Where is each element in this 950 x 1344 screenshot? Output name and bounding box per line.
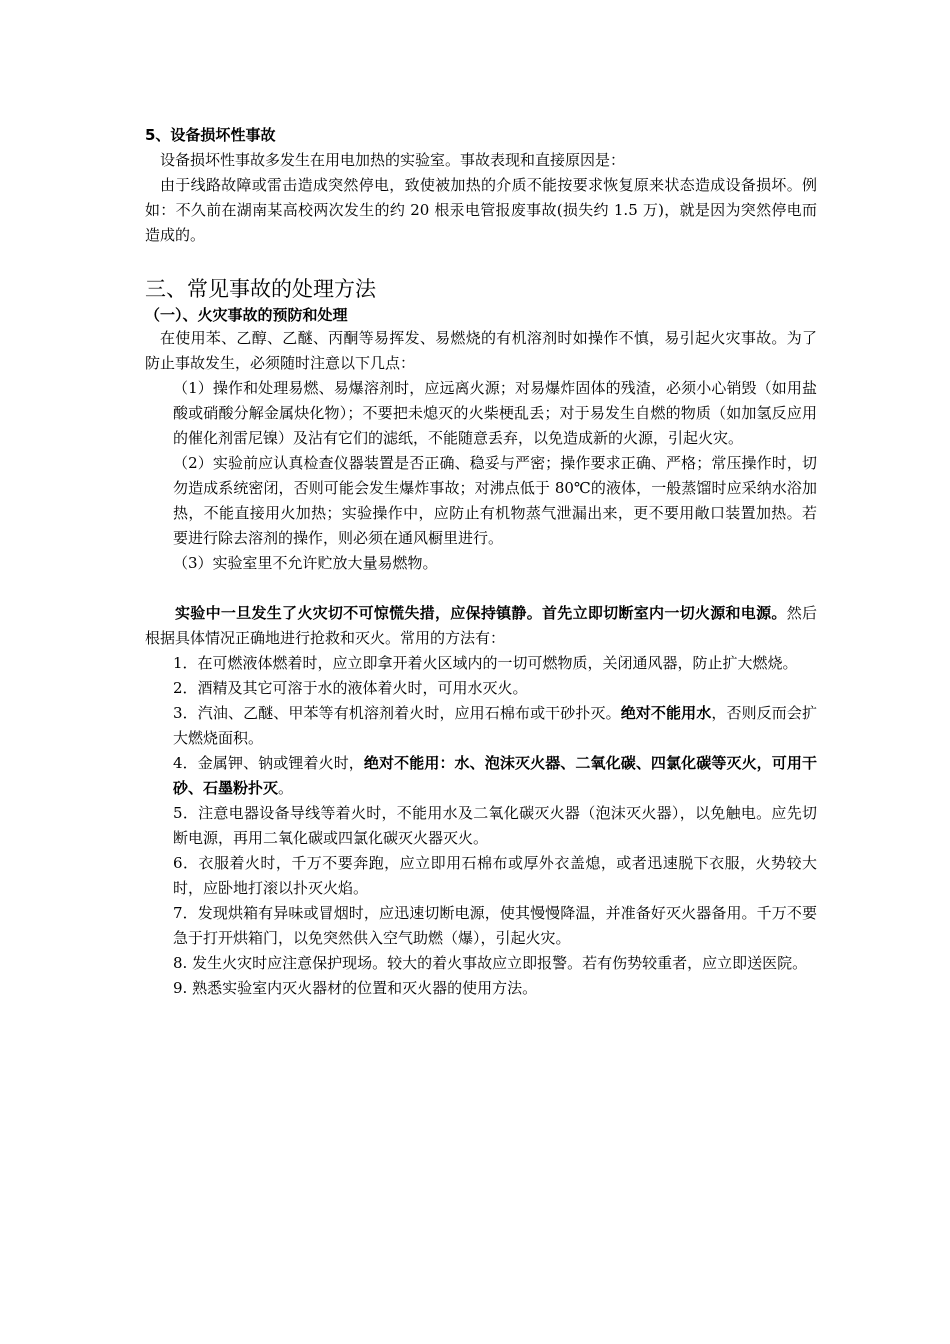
document-body — [145, 123, 817, 1001]
section-5-intro: 设备损坏性事故多发生在用电加热的实验室。事故表现和直接原因是： — [160, 151, 626, 169]
method-item-1: 1．在可燃液体燃着时，应立即拿开着火区域内的一切可燃物质，关闭通风器，防止扩大燃烧。 — [173, 654, 798, 672]
method-item-8: 8. 发生火灾时应注意保护现场。较大的着火事故应立即报警。若有伤势较重者，应立即送医院。 — [173, 954, 808, 972]
fire-response-rest: 然后根据具体情况正确地进行抢救和灭火。常用的方法有： — [145, 604, 817, 647]
method-4-warning: 绝对不能用：水、泡沫灭火器、二氧化碳、四氯化碳等灭火，可用干砂、石墨粉扑灭 — [173, 754, 817, 797]
section-5-detail: 由于线路故障或雷击造成突然停电，致使被加热的介质不能按要求恢复原来状态造成设备损坏。例如：不久前在湖南某高校两次发生的约 20 根汞电管报废事故(损失约 1.5 万)，就是因为突然停电而造成的。 — [145, 176, 817, 244]
fire-response-bold: 实验中一旦发生了火灾切不可惊慌失措，应保持镇静。首先立即切断室内一切火源和电源。 — [175, 604, 787, 622]
method-item-4 — [145, 751, 817, 801]
prevention-item-3: （3）实验室里不允许贮放大量易燃物。 — [173, 554, 438, 572]
paragraph-spacer — [145, 576, 817, 601]
method-4-text: 4．金属钾、钠或锂着火时， — [173, 754, 364, 772]
section-5-title: 5、设备损坏性事故 — [145, 126, 276, 144]
method-3-warning: 绝对不能用水 — [620, 704, 712, 722]
method-item-3 — [145, 701, 817, 751]
method-3-text: 3．汽油、乙醚、甲苯等有机溶剂着火时，应用石棉布或干砂扑灭。 — [173, 704, 621, 722]
fire-intro-paragraph: 在使用苯、乙醇、乙醚、丙酮等易挥发、易燃烧的有机溶剂时如操作不慎，易引起火灾事故。为了防止事故发生，必须随时注意以下几点： — [145, 329, 817, 372]
fire-response-paragraph — [145, 601, 817, 651]
prevention-item-1: （1）操作和处理易燃、易爆溶剂时，应远离火源；对易爆炸固体的残渣，必须小心销毁（如用盐酸或硝酸分解金属炔化物）；不要把未熄灭的火柴梗乱丢；对于易发生自燃的物质（如加氢反应用的催化剂雷尼镍）及沾有它们的滤纸，不能随意丢弃，以免造成新的火源，引起火灾。 — [173, 379, 817, 447]
method-item-7: 7．发现烘箱有异味或冒烟时，应迅速切断电源，使其慢慢降温，并准备好灭火器备用。千万不要急于打开烘箱门，以免突然供入空气助燃（爆），引起火灾。 — [173, 904, 817, 947]
method-item-2: 2．酒精及其它可溶于水的液体着火时，可用水灭火。 — [173, 679, 528, 697]
method-item-6: 6．衣服着火时，千万不要奔跑，应立即用石棉布或厚外衣盖熄，或者迅速脱下衣服，火势较大时，应卧地打滚以扑灭火焰。 — [173, 854, 817, 897]
method-item-9: 9. 熟悉实验室内灭火器材的位置和灭火器的使用方法。 — [173, 979, 538, 997]
method-item-5: 5．注意电器设备导线等着火时，不能用水及二氧化碳灭火器（泡沫灭火器），以免触电。应先切断电源，再用二氧化碳或四氯化碳灭火器灭火。 — [173, 804, 817, 847]
section-3-title: 三、常见事故的处理方法 — [145, 277, 376, 301]
method-3-tail: ，否则反而会扩大燃烧面积。 — [173, 704, 817, 747]
prevention-item-2: （2）实验前应认真检查仪器装置是否正确、稳妥与严密；操作要求正确、严格；常压操作时，切勿造成系统密闭，否则可能会发生爆炸事故；对沸点低于 80℃的液体，一般蒸馏时应采纳水浴加热，不能直接用火加热；实验操作中，应防止有机物蒸气泄漏出来，更不要用敞口装置加热。若要进行除去溶剂的操作，则必须在通风橱里进行。 — [173, 454, 817, 547]
fire-subsection-title: （一）、火灾事故的预防和处理 — [145, 306, 348, 324]
method-4-tail: 。 — [278, 779, 294, 797]
